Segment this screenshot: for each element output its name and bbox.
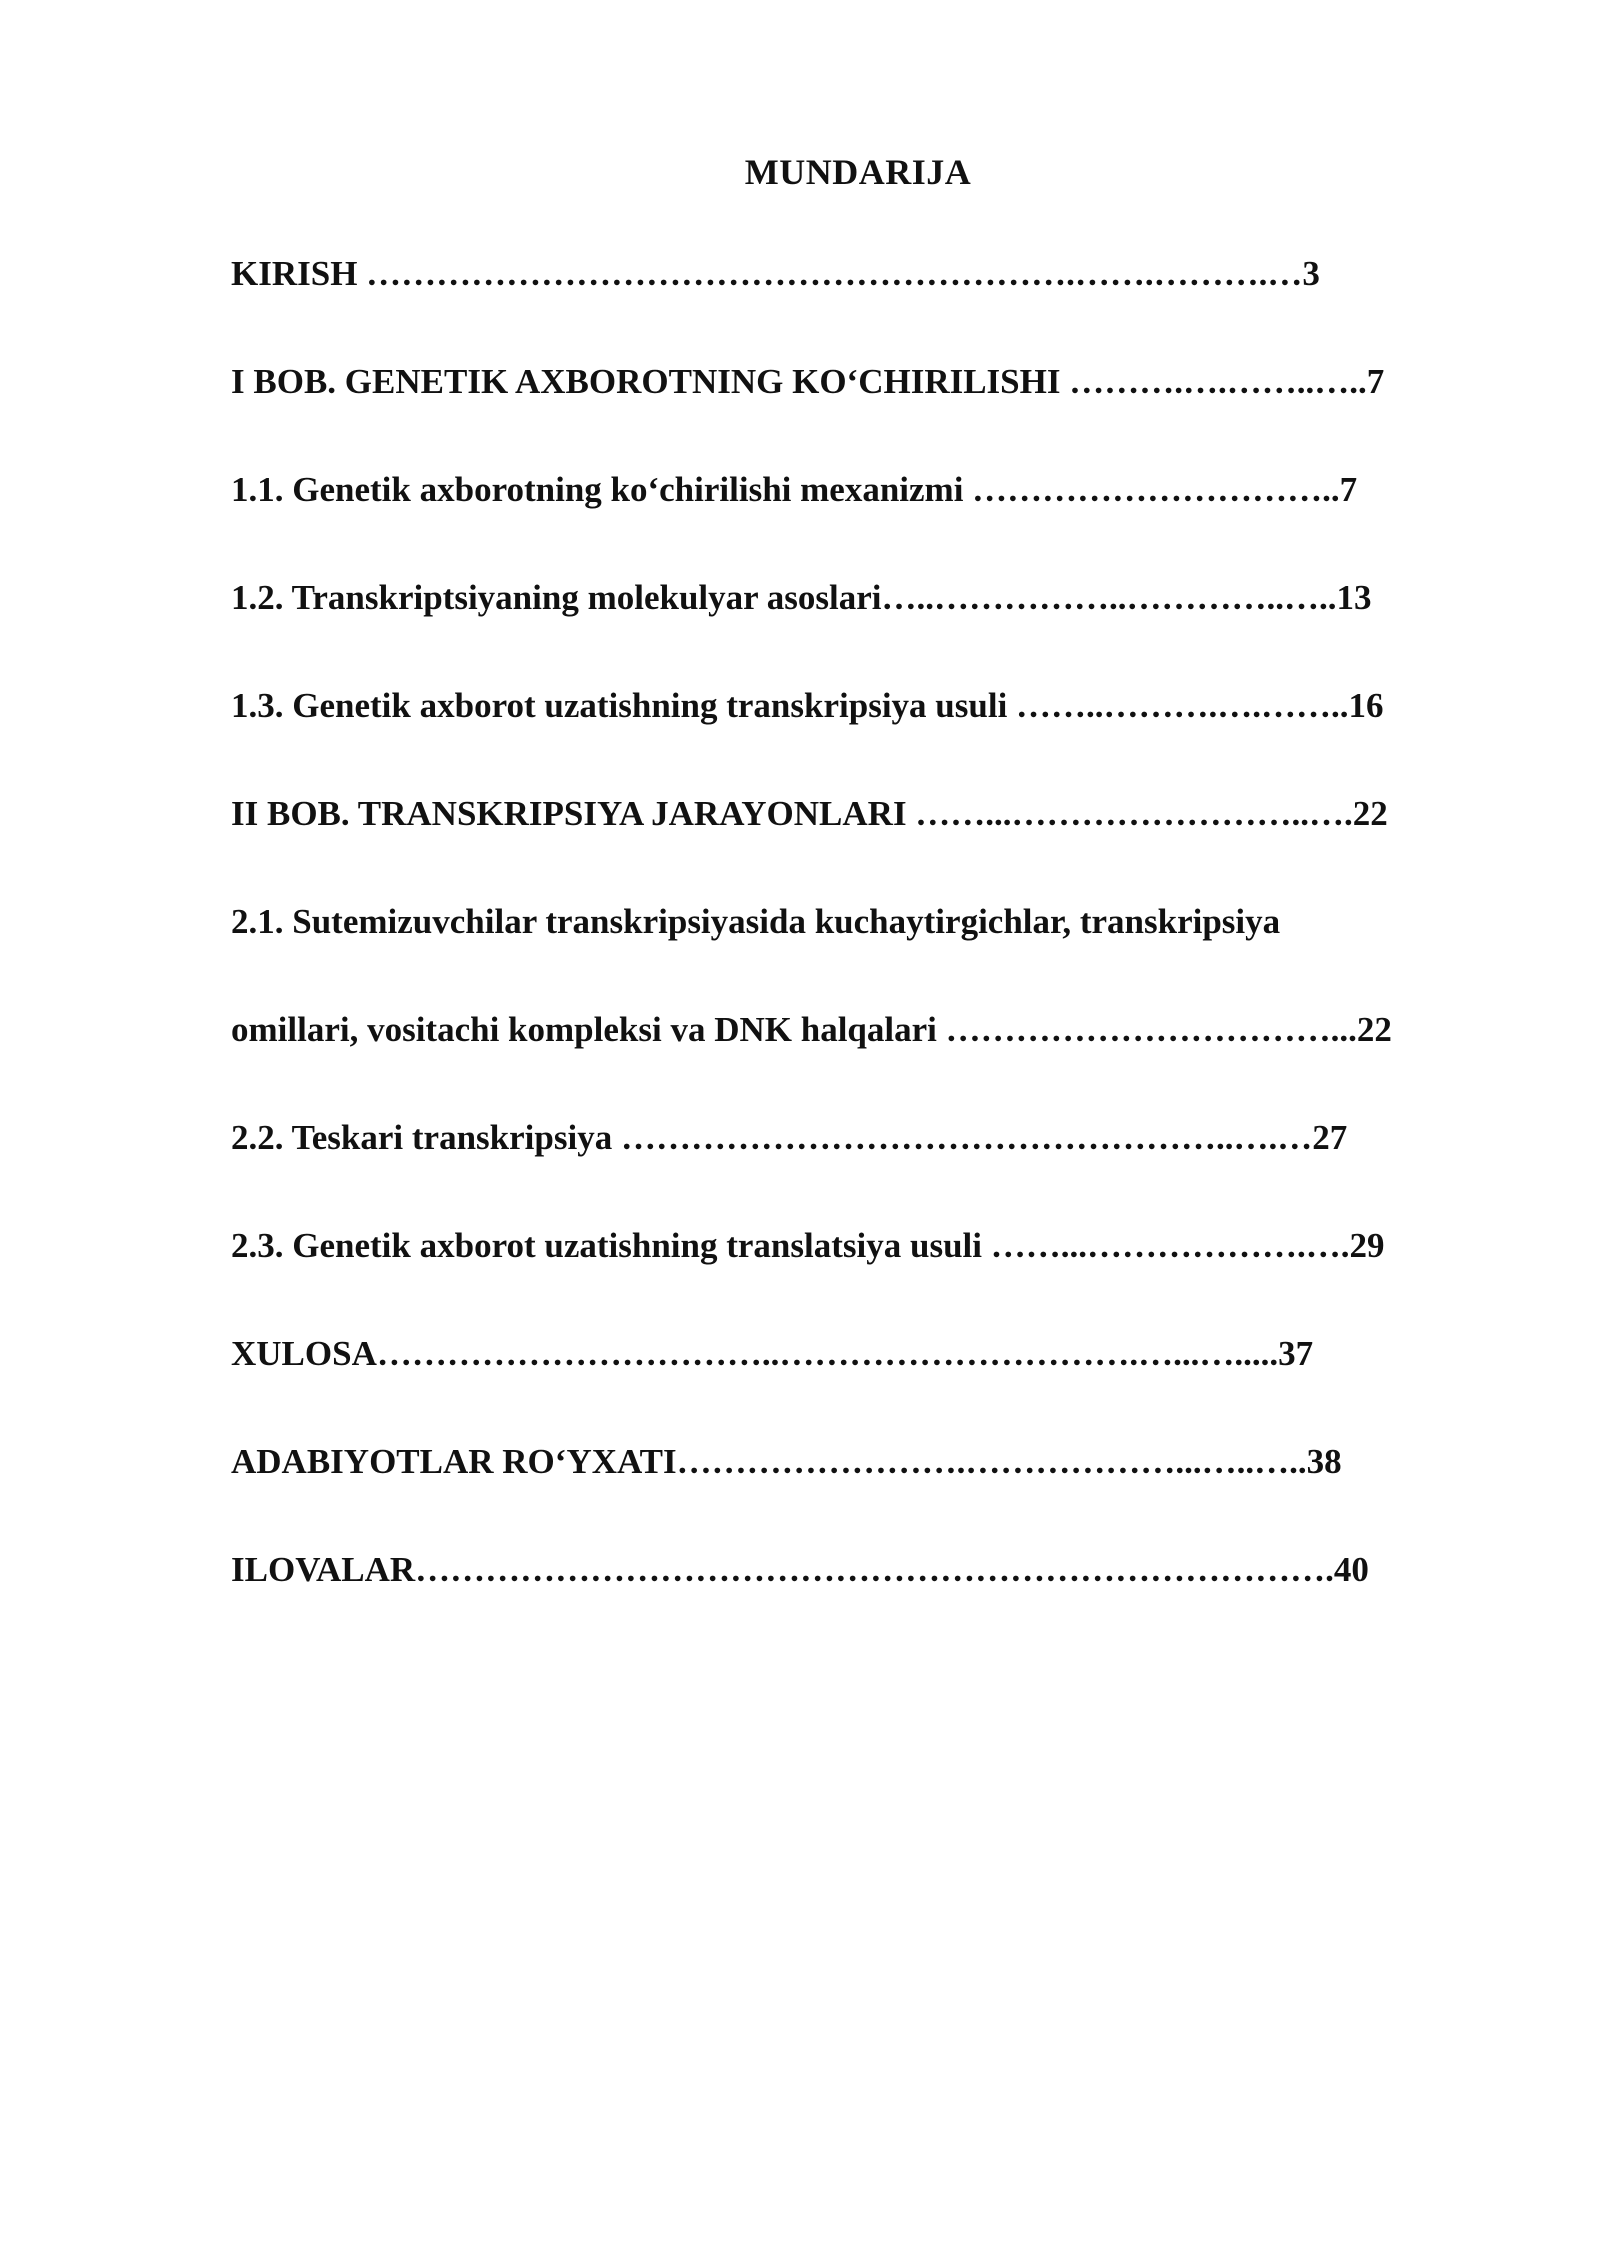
toc-entry-2-3: 2.3. Genetik axborot uzatishning translatsiya usuli ……...……………….….29 [231, 1226, 1385, 1265]
toc-entry-adabiyotlar: ADABIYOTLAR RO‘YXATI…………………….………………...…..…..38 [231, 1442, 1342, 1481]
table-of-contents [231, 0, 1501, 2262]
toc-entry-1-1: 1.1. Genetik axborotning ko‘chirilishi mexanizmi …………………………..7 [231, 470, 1358, 509]
toc-entry-kirish: KIRISH …………………………………………………….…….……….…3 [231, 254, 1320, 293]
toc-title: MUNDARIJA [744, 152, 972, 192]
toc-entry-2-2: 2.2. Teskari transkripsiya ……………………………………………..….…27 [231, 1118, 1348, 1157]
toc-entry-2-1-line-1: 2.1. Sutemizuvchilar transkripsiyasida kuchaytirgichlar, transkripsiya [231, 902, 1281, 941]
toc-entry-chapter-1: I BOB. GENETIK AXBOROTNING KO‘CHIRILISHI ……….….……..…..7 [231, 362, 1385, 401]
toc-entry-chapter-2: II BOB. TRANSKRIPSIYA JARAYONLARI ……...……………………..….22 [231, 794, 1388, 833]
toc-entry-1-3: 1.3. Genetik axborot uzatishning transkripsiya usuli ……..……….….……..16 [231, 686, 1384, 725]
toc-entry-ilovalar: ILOVALAR…………………………………………………………………….40 [231, 1550, 1369, 1589]
toc-entry-xulosa: XULOSA……………………………..………………………….…...….....37 [231, 1334, 1314, 1373]
toc-entry-1-2: 1.2. Transkriptsiyaning molekulyar asoslari…..……………..…………..…..13 [231, 578, 1372, 617]
toc-entry-2-1-line-2: omillari, vositachi kompleksi va DNK halqalari ……………………………...22 [231, 1010, 1392, 1049]
